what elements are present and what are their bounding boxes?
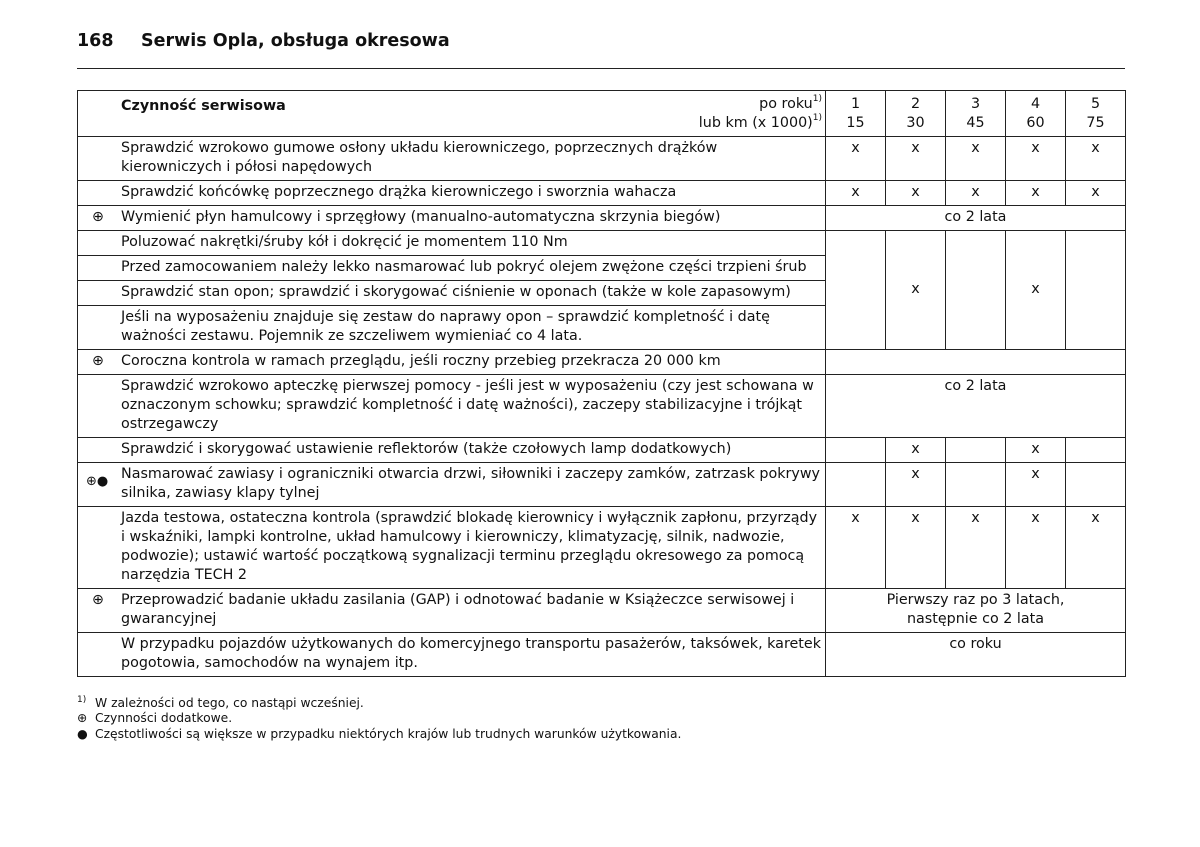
check-mark: x	[946, 181, 1006, 206]
table-header-row	[78, 91, 1126, 137]
table-row	[78, 206, 1126, 231]
check-mark: x	[826, 137, 886, 181]
interval-cell	[946, 438, 1006, 463]
table-row	[78, 231, 1126, 256]
task-cell: ⊕● Nasmarować zawiasy i ograniczniki otwarcia drzwi, siłowniki i zaczepy zamków, zatrzask pokrywy silnika, zawiasy klapy tylnej	[78, 463, 826, 507]
interval-cell	[1066, 463, 1126, 507]
per-year-label: po roku	[759, 96, 813, 112]
check-mark: x	[946, 137, 1006, 181]
interval-col-3: 3 45	[946, 91, 1006, 137]
check-mark: x	[1066, 181, 1126, 206]
page-title: Serwis Opla, obsługa okresowa	[141, 31, 450, 51]
task-cell: Sprawdzić wzrokowo gumowe osłony układu kierowniczego, poprzecznych drążków kierowniczych i półosi napędowych	[78, 137, 826, 181]
task-cell: ⊕ Wymienić płyn hamulcowy i sprzęgłowy (manualno-automatyczna skrzynia biegów)	[78, 206, 826, 231]
task-cell: Poluzować nakrętki/śruby kół i dokręcić je momentem 110 Nm	[78, 231, 826, 256]
check-mark: x	[1066, 507, 1126, 589]
task-cell: W przypadku pojazdów użytkowanych do komercyjnego transportu pasażerów, taksówek, karetek pogotowia, samochodów na wynajem itp.	[78, 633, 826, 677]
task-cell: Sprawdzić wzrokowo apteczkę pierwszej pomocy - jeśli jest w wyposażeniu (czy jest schowana w oznaczonym schowku; sprawdzić kompletność i datę ważności), zaczepy stabilizacyjne i trójkąt ostrzegawczy	[78, 375, 826, 438]
interval-header	[699, 95, 822, 133]
additional-task-icon: ⊕	[92, 353, 104, 369]
task-cell: Sprawdzić i skorygować ustawienie reflektorów (także czołowych lamp dodatkowych)	[78, 438, 826, 463]
table-row	[78, 633, 1126, 677]
column-header: Czynność serwisowa	[121, 98, 286, 114]
task-cell: Jeśli na wyposażeniu znajduje się zestaw do naprawy opon – sprawdzić kompletność i datę ważności zestawu. Pojemnik ze szczeliwem wymieniać co 4 lata.	[78, 306, 826, 350]
page-header	[77, 31, 450, 51]
check-mark: x	[1006, 231, 1066, 350]
check-mark: x	[1006, 438, 1066, 463]
interval-text: co 2 lata	[826, 375, 1126, 438]
check-mark: x	[946, 507, 1006, 589]
interval-text: co roku	[826, 633, 1126, 677]
additional-frequent-icon: ⊕●	[86, 474, 109, 489]
per-km-label: lub km (x 1000)	[698, 115, 813, 131]
check-mark: x	[886, 463, 946, 507]
interval-text: Pierwszy raz po 3 latach, następnie co 2 lata	[826, 589, 1126, 633]
additional-task-icon: ⊕	[77, 711, 88, 725]
table-row	[78, 589, 1126, 633]
page-number: 168	[77, 31, 114, 51]
check-mark: x	[1006, 463, 1066, 507]
check-mark: x	[1066, 137, 1126, 181]
interval-col-4: 4 60	[1006, 91, 1066, 137]
check-mark: x	[886, 137, 946, 181]
interval-cell	[946, 463, 1006, 507]
footnote-ref: 1)	[812, 94, 822, 104]
table-row	[78, 507, 1126, 589]
interval-col-5: 5 75	[1066, 91, 1126, 137]
interval-cell	[826, 350, 1126, 375]
header-rule	[77, 68, 1125, 69]
task-cell: Sprawdzić stan opon; sprawdzić i skorygować ciśnienie w oponach (także w kole zapasowym)	[78, 281, 826, 306]
task-cell: Przed zamocowaniem należy lekko nasmarować lub pokryć olejem zwężone części trzpieni śrub	[78, 256, 826, 281]
check-mark: x	[886, 181, 946, 206]
task-cell: Jazda testowa, ostateczna kontrola (sprawdzić blokadę kierownicy i wyłącznik zapłonu, przyrządy i wskaźniki, lampki kontrolne, układ hamulcowy i kierowniczy, klimatyzację, silnik, nadwozie, podwozie); ustawić wartość początkową sygnalizacji terminu przeglądu okresowego za pomocą narzędzia TECH 2	[78, 507, 826, 589]
footnote-frequency: ● Częstotliwości są większe w przypadku niektórych krajów lub trudnych warunków użytkowania.	[77, 727, 682, 741]
footnote-1: $^{1)}$ W zależności od tego, co nastąpi wcześniej.	[77, 695, 364, 710]
table-row	[78, 375, 1126, 438]
task-cell: ⊕ Coroczna kontrola w ramach przeglądu, jeśli roczny przebieg przekracza 20 000 km	[78, 350, 826, 375]
interval-cell	[826, 438, 886, 463]
check-mark: x	[826, 507, 886, 589]
interval-col-2: 2 30	[886, 91, 946, 137]
table-row	[78, 181, 1126, 206]
interval-cell	[1066, 231, 1126, 350]
interval-text: co 2 lata	[826, 206, 1126, 231]
task-cell: ⊕ Przeprowadzić badanie układu zasilania (GAP) i odnotować badanie w Książeczce serwisowej i gwarancyjnej	[78, 589, 826, 633]
additional-task-icon: ⊕	[92, 209, 104, 225]
check-mark: x	[886, 231, 946, 350]
check-mark: x	[886, 438, 946, 463]
table-row	[78, 463, 1126, 507]
table-row	[78, 137, 1126, 181]
table-row	[78, 350, 1126, 375]
check-mark: x	[1006, 507, 1066, 589]
interval-cell	[826, 463, 886, 507]
additional-task-icon: ⊕	[92, 592, 104, 608]
interval-col-1: 1 15	[826, 91, 886, 137]
check-mark: x	[1006, 137, 1066, 181]
bullet-dot-icon: ●	[77, 727, 88, 741]
interval-cell	[946, 231, 1006, 350]
footnote-additional: ⊕ Czynności dodatkowe.	[77, 711, 233, 725]
check-mark: x	[1006, 181, 1066, 206]
interval-cell	[826, 231, 886, 350]
footnote-ref: 1)	[812, 113, 822, 123]
interval-cell	[1066, 438, 1126, 463]
header-cell	[78, 91, 826, 137]
table-row	[78, 438, 1126, 463]
task-cell: Sprawdzić końcówkę poprzecznego drążka kierowniczego i sworznia wahacza	[78, 181, 826, 206]
check-mark: x	[826, 181, 886, 206]
service-table	[77, 90, 1126, 677]
check-mark: x	[886, 507, 946, 589]
